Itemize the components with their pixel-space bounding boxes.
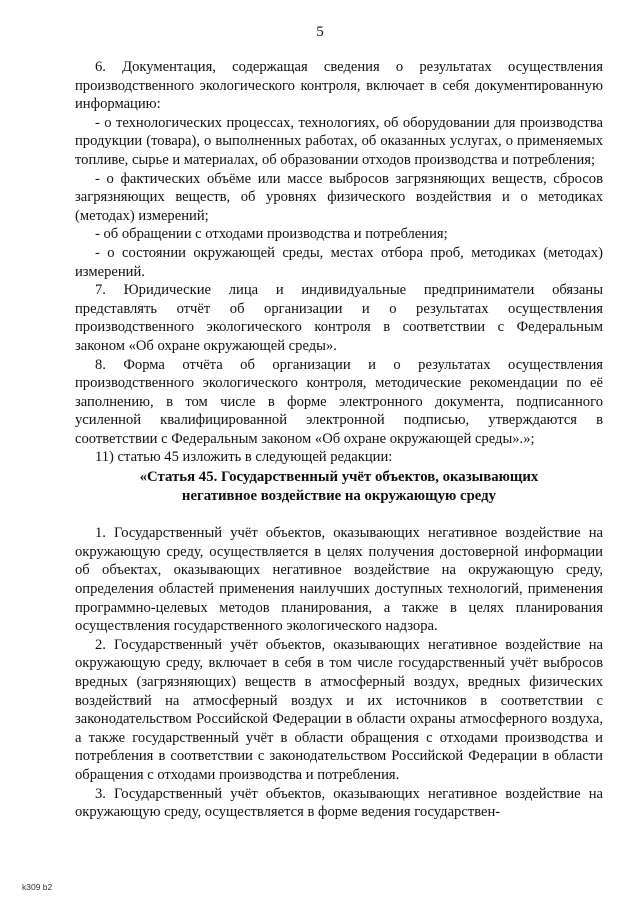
paragraph: 8. Форма отчёта об организации и о результатах осуществления производственного экологического контроля, методические рекомендации по её заполнению, в том числе в форме электронного документа, подписанного усиленной квалифицированной электронной подписью, утверждаются в соответствии с Федеральным законом «Об охране окружающей среды».»;	[75, 356, 603, 447]
list-item: - об обращении с отходами производства и потребления;	[95, 226, 448, 243]
article-heading	[75, 468, 603, 505]
list-item: - о фактических объёме или массе выбросов загрязняющих веществ, сбросов загрязняющих веществ, об уровнях физического воздействия и о методиках (методах) измерений;	[75, 170, 603, 224]
list-item: - о технологических процессах, технологиях, об оборудовании для производства продукции (товара), о выполненных работах, об оказанных услугах, о применяемых топливе, сырье и материалах, об образовании отходов производства и потребления;	[75, 114, 603, 168]
page-number: 5	[316, 24, 324, 40]
spacer	[75, 505, 603, 524]
paragraph: 11) статью 45 изложить в следующей редакции:	[95, 449, 393, 466]
list-item: - о состоянии окружающей среды, местах отбора проб, методиках (методах) измерений.	[75, 244, 603, 280]
paragraph: 3. Государственный учёт объектов, оказывающих негативное воздействие на окружающую среду, осуществляется в форме ведения государствен-	[75, 785, 603, 821]
footer-code: k309 b2	[22, 882, 53, 892]
document-body	[75, 58, 603, 822]
article-heading-line: «Статья 45. Государственный учёт объектов, оказывающих	[139, 469, 539, 486]
paragraph: 2. Государственный учёт объектов, оказывающих негативное воздействие на окружающую среду, включает в себя в том числе государственный учёт выбросов вредных (загрязняющих) веществ в атмосферный воздух, вредных физических воздействий на атмосферный воздух и их источников в соответствии с законодательством Российской Федерации в области охраны атмосферного воздуха, а также государственный учёт в области обращения с отходами производства и потребления в соответствии с законодательством Российской Федерации в области обращения с отходами производства и потребления.	[75, 636, 603, 783]
article-heading-line: негативное воздействие на окружающую среду	[181, 487, 497, 504]
paragraph: 6. Документация, содержащая сведения о результатах осуществления производственного экологического контроля, включает в себя документированную информацию:	[75, 59, 603, 113]
paragraph: 1. Государственный учёт объектов, оказывающих негативное воздействие на окружающую среду, осуществляется в целях получения достоверной информации об объектах, оказывающих негативное воздействие на окружающую среду, определения областей применения наилучших доступных технологий, применения программно-целевых методов планирования, а также в целях планирования осуществления государственного экологического надзора.	[75, 525, 603, 635]
paragraph: 7. Юридические лица и индивидуальные предприниматели обязаны представлять отчёт об организации и о результатах осуществления производственного экологического контроля в соответствии с Федеральным законом «Об охране окружающей среды».	[75, 282, 603, 354]
